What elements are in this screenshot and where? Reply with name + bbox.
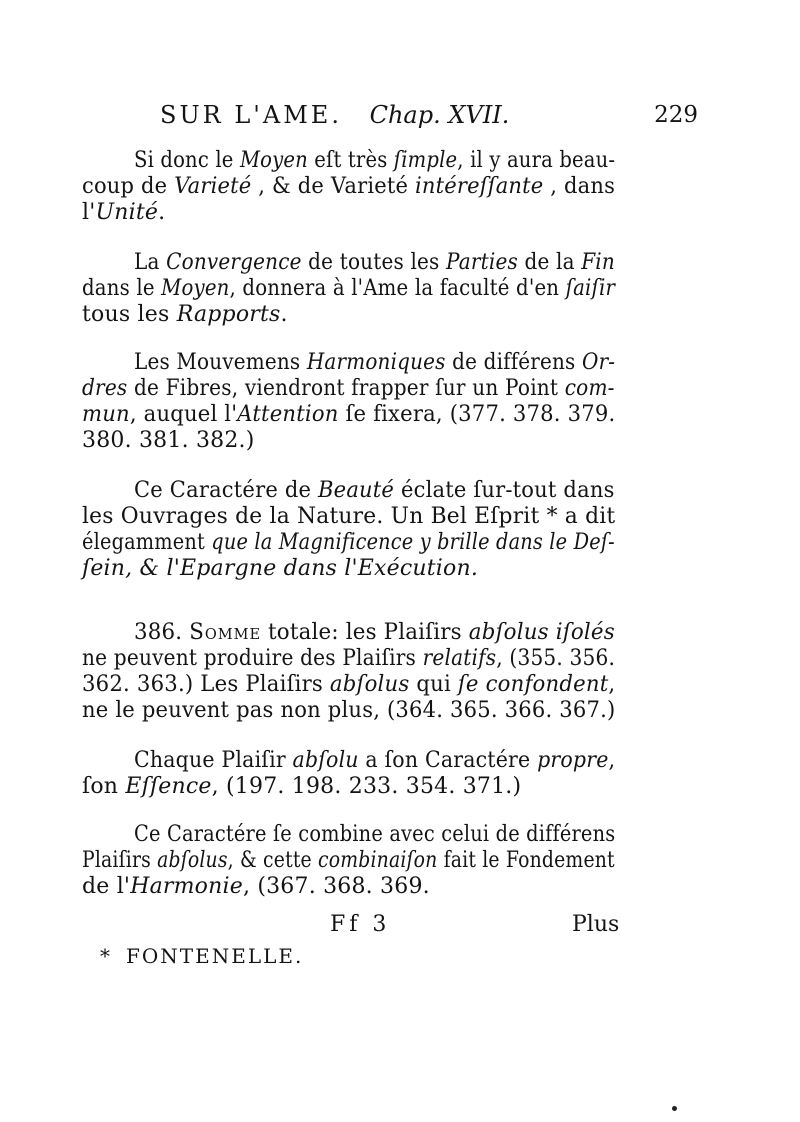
running-header <box>160 100 698 130</box>
text-run: l' <box>82 200 96 225</box>
italic-run: ſaiſir <box>565 276 616 301</box>
text-line <box>82 200 165 226</box>
text-run: , (367. 368. 369. <box>242 874 430 899</box>
text-run: élegamment <box>82 530 212 555</box>
text-run: coup de <box>82 174 175 199</box>
text-run: eſt très <box>307 148 394 173</box>
text-run: ſe fixera, (377. 378. 379. <box>338 402 616 427</box>
text-run: fait le Fondement <box>437 848 615 873</box>
italic-run: Parties <box>446 250 518 275</box>
text-run: ne peuvent produire des Plaiſirs <box>82 646 423 671</box>
italic-run: dres <box>82 376 128 401</box>
italic-run: Beauté <box>318 478 395 503</box>
italic-run: Harmonie <box>130 874 243 899</box>
italic-run: com- <box>564 376 615 401</box>
text-line <box>134 478 615 504</box>
text-run: , auquel l' <box>129 402 238 427</box>
text-run: , dans <box>543 174 616 199</box>
text-run: éclate ſur-tout dans <box>394 478 615 503</box>
small-caps-run: Somme <box>189 620 262 645</box>
text-line <box>82 376 615 402</box>
text-run: Plaiſirs <box>82 848 158 873</box>
text-run: ne le peuvent pas non plus, (364. 365. 366. 367.) <box>82 698 616 723</box>
text-line <box>82 530 615 556</box>
text-run: de différens <box>445 350 583 375</box>
italic-run: Convergence <box>166 250 302 275</box>
text-run: les Ouvrages de la Nature. Un Bel Eſprit * a dit <box>82 504 616 529</box>
text-run: , <box>608 672 616 697</box>
text-run: . <box>280 302 288 327</box>
text-run: dans le <box>82 276 162 301</box>
text-run: totale: les Plaiſirs <box>261 620 469 645</box>
text-line <box>82 556 478 582</box>
italic-run: ſein, & l'Epargne dans l'Exécution. <box>82 556 479 581</box>
text-line <box>134 748 615 774</box>
italic-run: Varieté <box>174 174 252 199</box>
page-number: 229 <box>654 102 698 128</box>
italic-run: combinaiſon <box>318 848 438 873</box>
text-line <box>82 646 615 672</box>
text-line <box>82 774 521 800</box>
text-line <box>82 276 615 302</box>
text-line <box>82 174 615 200</box>
text-line <box>82 428 255 454</box>
italic-run: Moyen <box>161 276 230 301</box>
text-run: , (197. 198. 233. 354. 371.) <box>211 774 522 799</box>
footnote-marker: * <box>100 944 112 968</box>
italic-run: mun <box>82 402 130 427</box>
text-run: , donnera à l'Ame la faculté d'en <box>229 276 566 301</box>
italic-run: Unité <box>95 200 159 225</box>
text-run: tous les <box>82 302 177 327</box>
italic-run: abſolus <box>157 848 228 873</box>
italic-run: que la Magnificence y brille dans le Deſ- <box>211 530 615 555</box>
text-run: Les Mouvemens <box>134 350 307 375</box>
text-line <box>134 822 615 848</box>
italic-run: propre <box>537 748 609 773</box>
text-line <box>82 698 615 724</box>
italic-run: Fin <box>581 250 615 275</box>
text-line <box>82 848 615 874</box>
text-run: Ce Caractére de <box>134 478 319 503</box>
italic-run: ſimple <box>393 148 458 173</box>
italic-run: Moyen <box>239 148 308 173</box>
footnote-text: FONTENELLE. <box>126 944 304 968</box>
italic-run: abſolus <box>329 672 410 697</box>
text-run: de toutes les <box>301 250 447 275</box>
footnote <box>100 944 303 968</box>
italic-run: ſe confondent <box>457 672 609 697</box>
text-run: de l' <box>82 874 131 899</box>
text-run: de la <box>517 250 582 275</box>
italic-run: Harmoniques <box>306 350 446 375</box>
text-run: . <box>158 200 166 225</box>
text-line <box>82 302 288 328</box>
italic-run: Rapports <box>176 302 281 327</box>
text-run: , & de Varieté <box>251 174 415 199</box>
text-run: , <box>608 748 616 773</box>
text-run: Chaque Plaiſir <box>134 748 293 773</box>
text-run: 380. 381. 382.) <box>82 428 255 453</box>
text-line <box>82 504 615 530</box>
italic-run: intéreſſante <box>414 174 544 199</box>
header-chapter: Chap. XVII. <box>369 101 510 129</box>
italic-run: Attention <box>237 402 339 427</box>
header-title: SUR L'AME. <box>160 101 342 129</box>
text-run: , & cette <box>227 848 319 873</box>
italic-run: abſolus iſolés <box>468 620 615 645</box>
text-line <box>82 672 615 698</box>
text-run: 386. <box>134 620 190 645</box>
text-run: 362. 363.) Les Plaiſirs <box>82 672 330 697</box>
text-line <box>134 620 615 646</box>
catchword: Plus <box>572 912 620 937</box>
ink-speck <box>672 1106 677 1111</box>
italic-run: relatifs <box>422 646 497 671</box>
italic-run: abſolu <box>292 748 359 773</box>
text-run: La <box>134 250 167 275</box>
text-run: a ſon Caractére <box>358 748 538 773</box>
text-line <box>134 250 615 276</box>
text-run: Si donc le <box>134 148 240 173</box>
italic-run: Eſſence <box>125 774 212 799</box>
text-run: ſon <box>82 774 126 799</box>
text-run: , il y aura beau- <box>457 148 616 173</box>
italic-run: Or- <box>582 350 616 375</box>
text-run: Ce Caractére ſe combine avec celui de différens <box>134 822 616 847</box>
signature-mark: Ff 3 <box>330 912 391 937</box>
text-run: de Fibres, viendront frapper ſur un Point <box>127 376 565 401</box>
text-run: qui <box>409 672 458 697</box>
text-line <box>134 350 615 376</box>
text-line <box>82 874 430 900</box>
text-run: , (355. 356. <box>496 646 616 671</box>
text-line <box>82 402 615 428</box>
text-line <box>134 148 615 174</box>
